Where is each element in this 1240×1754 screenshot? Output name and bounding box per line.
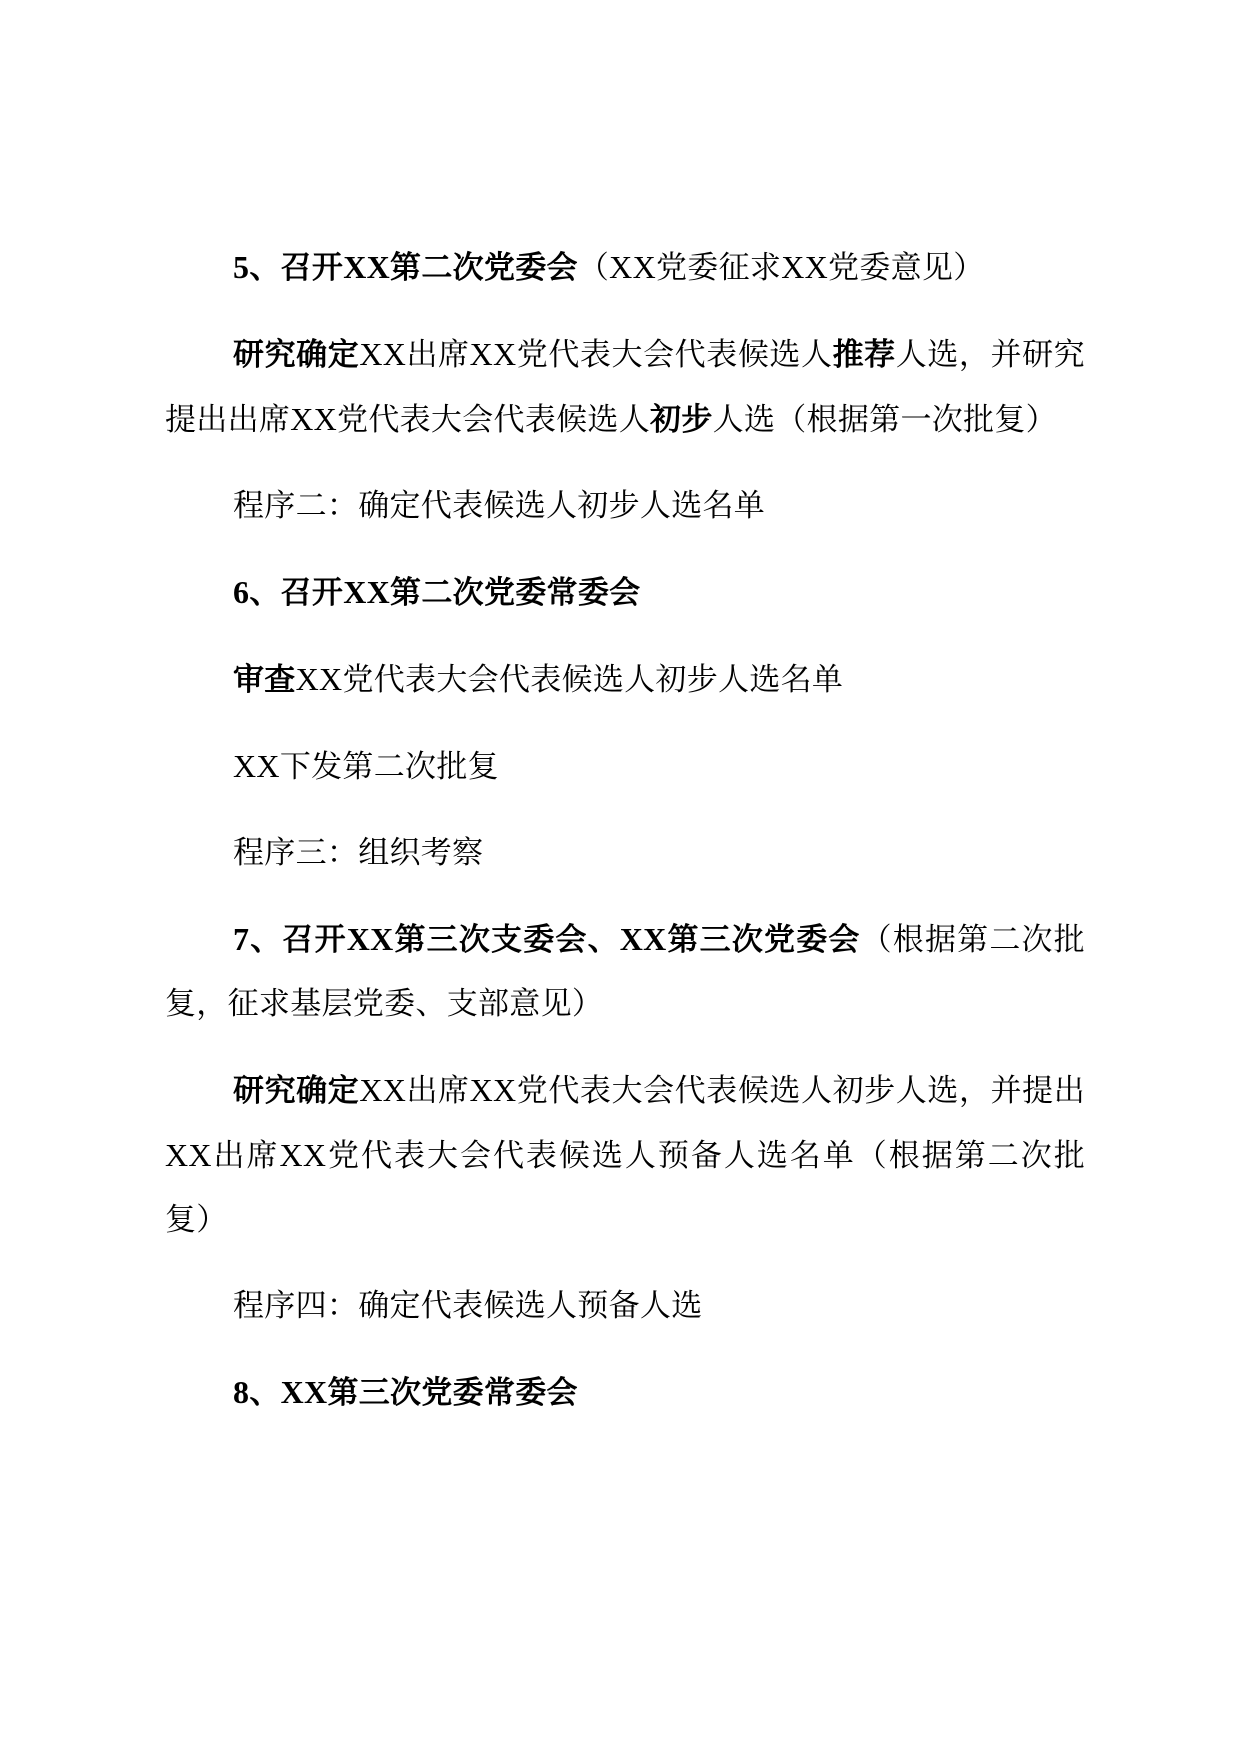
paragraph-second-reply [165,734,1085,799]
step-number: 8 [233,1374,250,1410]
placeholder-xx: XX [165,1137,212,1173]
paragraph-procedure-2 [165,474,1085,538]
placeholder-xx: XX [469,1072,517,1108]
paragraph-procedure-3 [165,821,1085,885]
procedure-text: 程序三：组织考察 [233,835,484,871]
paragraph-step-7-heading [165,907,1085,1036]
placeholder-xx: XX [290,401,338,437]
step-number: 6 [233,574,250,610]
heading-text: 、召开 [249,575,344,611]
heading-text: 第三次党委常委会 [327,1375,578,1411]
document-body [165,235,1085,1425]
body-text: 下发第二次批复 [279,749,499,785]
placeholder-xx: XX [619,921,667,957]
emphasis-text: 初步 [650,402,713,438]
emphasis-text: 推荐 [832,337,896,373]
placeholder-xx: XX [343,249,391,285]
body-text: 党代表大会代表候选人初步人选名单 [342,662,844,698]
body-text: 出席 [406,1073,470,1109]
note-text: 党委意见） [828,250,985,286]
placeholder-xx: XX [279,1137,327,1173]
body-text: 党代表大会代表候选人预备人选名单（根据第二次批复） [165,1138,1085,1238]
placeholder-xx: XX [346,921,394,957]
step-number: 5 [233,249,250,285]
paragraph-step-5-body [165,322,1085,452]
placeholder-xx: XX [359,1072,407,1108]
emphasis-text: 研究确定 [233,1073,360,1109]
body-text: 人选，并研究提出出席 [165,337,1085,438]
heading-text: 第二次党委常委会 [390,575,641,611]
placeholder-xx: XX [343,574,391,610]
paragraph-step-6-heading [165,560,1085,625]
placeholder-xx: XX [280,1374,328,1410]
placeholder-xx: XX [233,748,280,784]
body-text: 人选（根据第一次批复） [712,402,1057,438]
heading-text: 、召开 [249,922,347,958]
placeholder-xx: XX [469,336,517,372]
body-text: 党代表大会代表候选人 [516,337,833,373]
body-text: 党代表大会代表候选人初步人选，并提出 [516,1073,1085,1109]
body-text: 出席 [406,337,470,373]
emphasis-text: 研究确定 [233,337,360,373]
placeholder-xx: XX [359,336,407,372]
heading-text: 、 [249,1375,281,1411]
step-number: 7 [233,921,250,957]
heading-text: 第三次支委会、 [393,922,620,958]
paragraph-step-8-heading [165,1360,1085,1425]
placeholder-xx: XX [781,249,829,285]
note-text: （ [577,250,610,286]
paragraph-step-6-body [165,647,1085,712]
paragraph-step-5-heading [165,235,1085,300]
heading-text: 、召开 [249,250,344,286]
note-text: 党委征求 [656,250,782,286]
paragraph-procedure-4 [165,1274,1085,1338]
body-text: 出席 [211,1138,280,1174]
procedure-text: 程序四：确定代表候选人预备人选 [233,1288,703,1324]
note-text: （根据第二次批复，征求基层党委、支部意见） [165,922,1085,1022]
paragraph-step-7-body [165,1058,1085,1252]
placeholder-xx: XX [609,249,656,285]
heading-text: 第三次党委会 [666,922,861,958]
body-text: 党代表大会代表候选人 [337,402,651,438]
heading-text: 第二次党委会 [390,250,578,286]
procedure-text: 程序二：确定代表候选人初步人选名单 [233,488,766,524]
emphasis-text: 审查 [233,662,296,698]
placeholder-xx: XX [295,661,343,697]
